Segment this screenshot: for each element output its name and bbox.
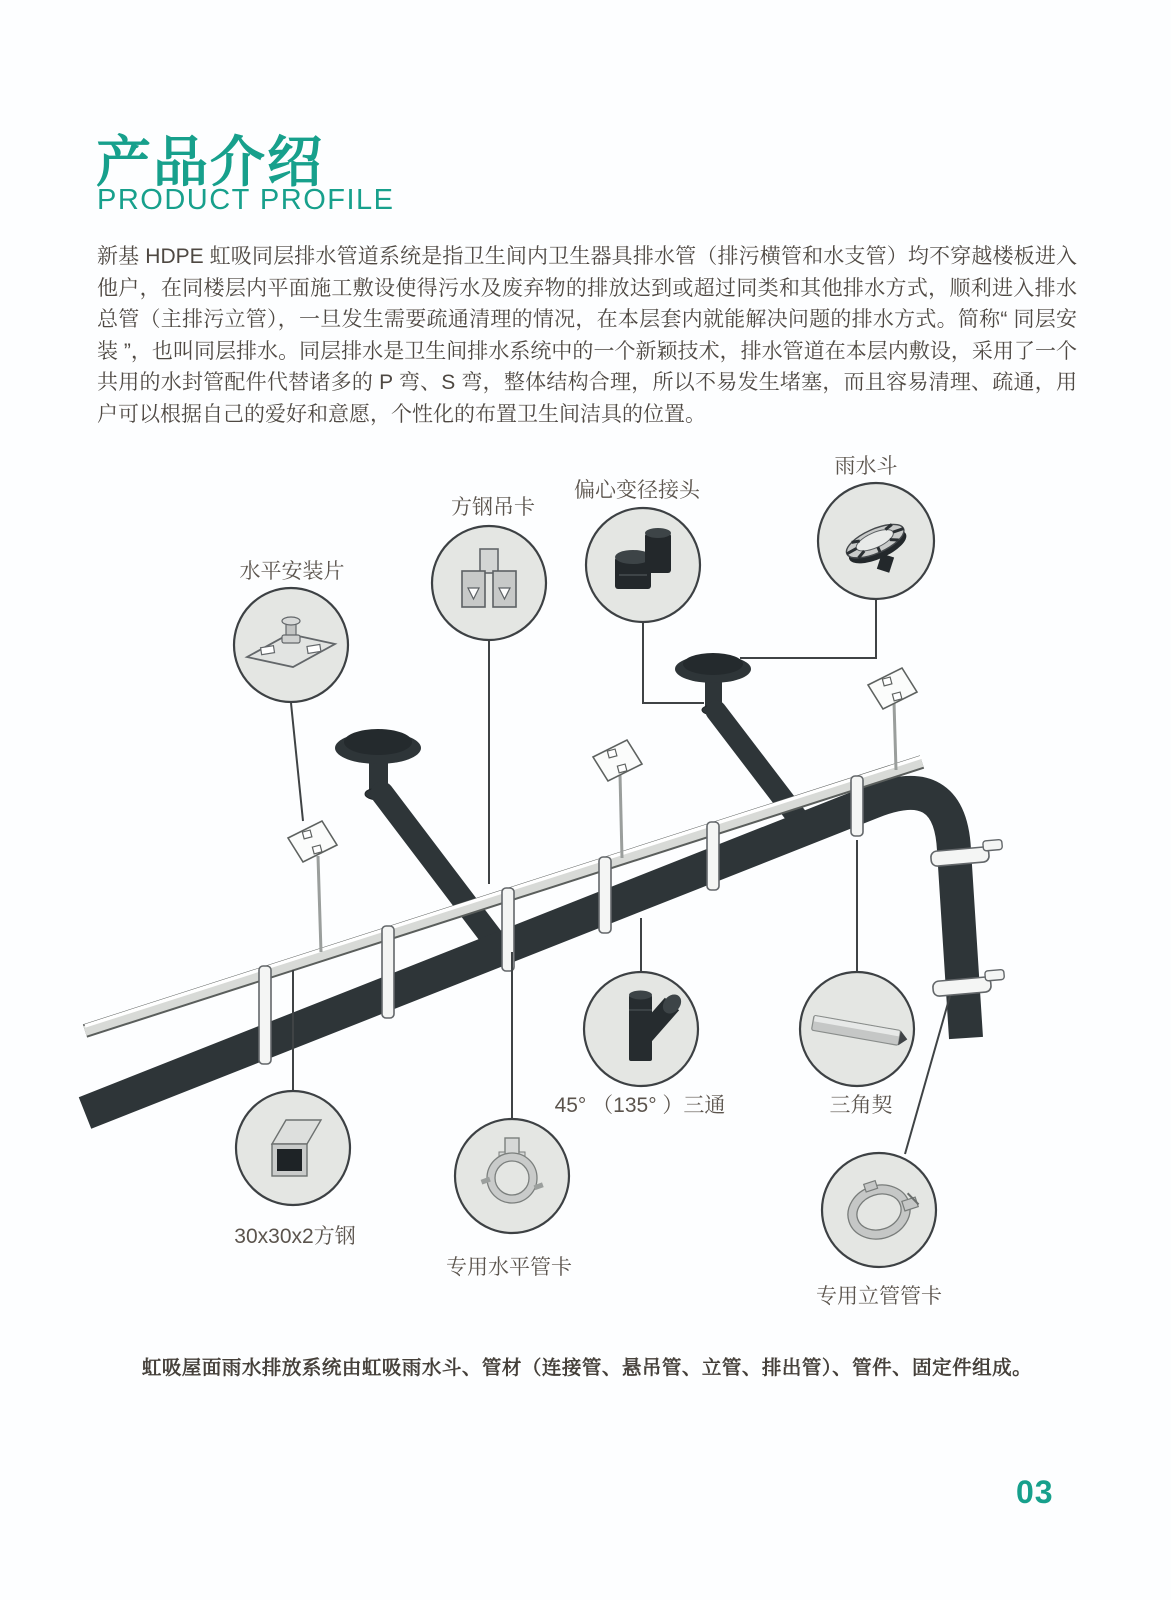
mount-plate-2: [593, 740, 642, 858]
label-triangle-wedge: 三角契: [829, 1094, 893, 1117]
mount-plate-3: [868, 668, 917, 770]
product-diagram: [0, 440, 1171, 1320]
label-square-steel-hanger: 方钢吊卡: [451, 496, 535, 519]
label-rain-hopper: 雨水斗: [834, 455, 898, 478]
page-number: 03: [1016, 1474, 1054, 1510]
label-square-steel: 30x30x2方钢: [234, 1225, 356, 1248]
label-horizontal-pipe-clamp: 专用水平管卡: [446, 1256, 572, 1279]
label-riser-pipe-clamp: 专用立管管卡: [816, 1285, 942, 1308]
siphon-drainage-diagram: [0, 440, 1171, 1320]
label-horizontal-mount-plate: 水平安装片: [239, 560, 345, 583]
intro-paragraph: 新基 HDPE 虹吸同层排水管道系统是指卫生间内卫生器具排水管（排污横管和水支管）均不穿越楼板进入他户，在同楼层内平面施工敷设使得污水及废弃物的排放达到或超过同类和其他排水方式，顺利进入排水总管（主排污立管），一旦发生需要疏通清理的情况，在本层套内就能解决问题的排水方式。简称“ 同层安装 ”，也叫同层排水。同层排水是卫生间排水系统中的一个新颖技术，排水管道在本层内敷设，采用了一个共用的水封管配件代替诸多的 P 弯、S 弯，整体结构合理，所以不易发生堵塞，而且容易清理、疏通，用户可以根据自己的爱好和意愿，个性化的布置卫生间洁具的位置。: [97, 245, 1077, 426]
label-eccentric-reducer: 偏心变径接头: [574, 479, 700, 502]
rain-hopper-2: [675, 653, 800, 821]
page-title: 产品介绍: [96, 131, 325, 193]
page-subtitle: PRODUCT PROFILE: [97, 184, 395, 216]
label-45-tee: 45° （135° ）三通: [554, 1094, 726, 1117]
diagram-caption: 虹吸屋面雨水排放系统由虹吸雨水斗、管材（连接管、悬吊管、立管、排出管）、管件、固定件组成。: [141, 1357, 1033, 1379]
mount-plate-1: [288, 821, 337, 952]
